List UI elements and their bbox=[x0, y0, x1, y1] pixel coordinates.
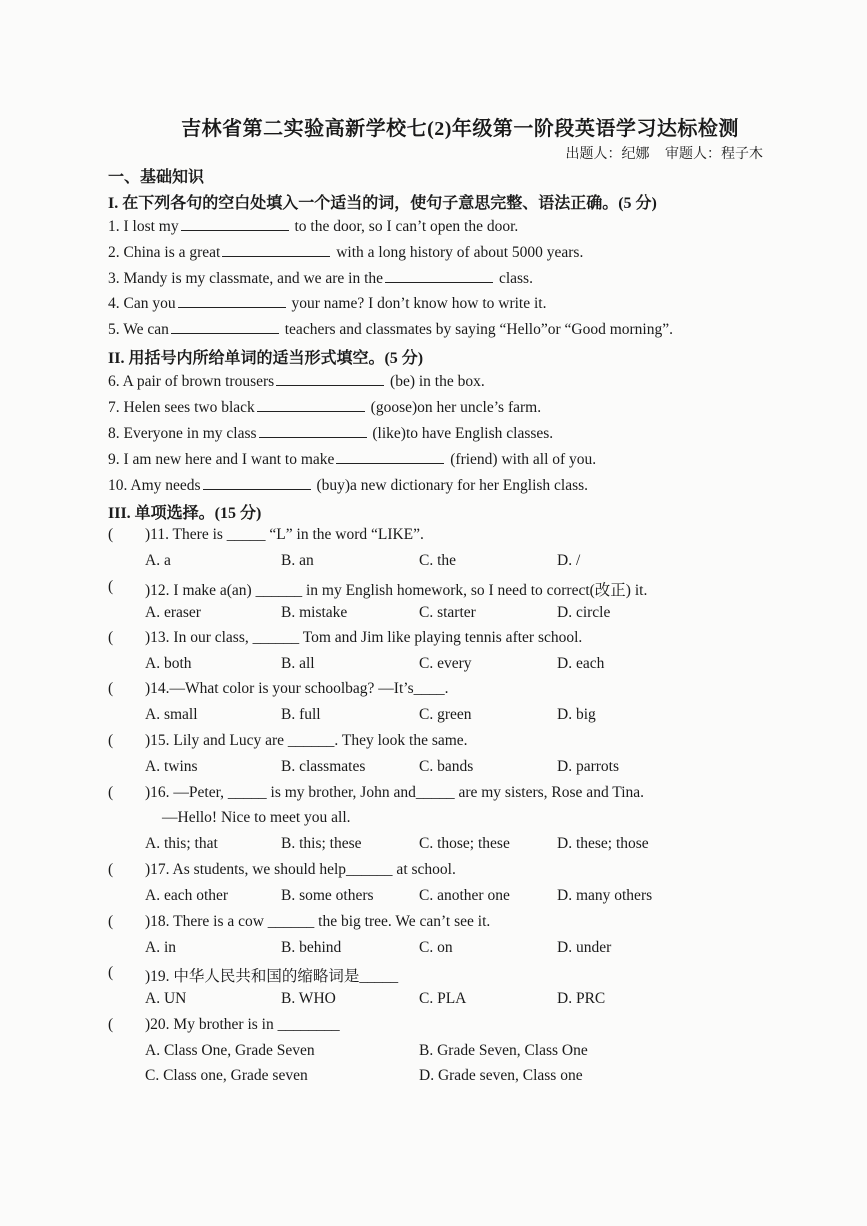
answer-paren[interactable]: ( bbox=[108, 1016, 114, 1033]
option-d[interactable]: D. big bbox=[557, 706, 596, 723]
option-d[interactable]: D. under bbox=[557, 939, 612, 956]
option-a[interactable]: A. eraser bbox=[145, 604, 201, 621]
option-d[interactable]: D. these; those bbox=[557, 835, 649, 852]
question-stem-continuation: —Hello! Nice to meet you all. bbox=[162, 809, 351, 826]
section-heading-2: II. 用括号内所给单词的适当形式填空。(5 分) bbox=[108, 350, 424, 367]
question-5: 5. We can teachers and classmates by saying “Hello”or “Good morning”. bbox=[108, 321, 673, 338]
question-stem: )16. —Peter, _____ is my brother, John and_____ are my sisters, Rose and Tina. bbox=[145, 784, 645, 801]
option-c[interactable]: C. those; these bbox=[419, 835, 510, 852]
question-stem: )15. Lily and Lucy are ______. They look the same. bbox=[145, 732, 468, 749]
question-stem: )18. There is a cow ______ the big tree. We can’t see it. bbox=[145, 913, 491, 930]
option-c[interactable]: C. the bbox=[419, 552, 457, 569]
answer-blank[interactable] bbox=[181, 216, 289, 231]
option-a[interactable]: A. both bbox=[145, 655, 192, 672]
option-d[interactable]: D. / bbox=[557, 552, 581, 569]
option-c[interactable]: C. another one bbox=[419, 887, 510, 904]
option-b[interactable]: B. this; these bbox=[281, 835, 362, 852]
option-a[interactable]: A. this; that bbox=[145, 835, 218, 852]
answer-paren[interactable]: ( bbox=[108, 578, 114, 595]
section-heading-3: III. 单项选择。(15 分) bbox=[108, 505, 262, 522]
option-b[interactable]: B. WHO bbox=[281, 990, 336, 1007]
option-c[interactable]: C. starter bbox=[419, 604, 476, 621]
question-stem: )11. There is _____ “L” in the word “LIKE”. bbox=[145, 526, 424, 543]
option-d[interactable]: D. parrots bbox=[557, 758, 619, 775]
option-b[interactable]: B. all bbox=[281, 655, 315, 672]
question-stem: )13. In our class, ______ Tom and Jim like playing tennis after school. bbox=[145, 629, 583, 646]
answer-paren[interactable]: ( bbox=[108, 861, 114, 878]
question-stem: )17. As students, we should help______ at school. bbox=[145, 861, 456, 878]
page-title: 吉林省第二实验高新学校七(2)年级第一阶段英语学习达标检测 bbox=[181, 118, 739, 140]
question-stem: )12. I make a(an) ______ in my English homework, so I need to correct(改正) it. bbox=[145, 582, 648, 599]
option-d[interactable]: D. each bbox=[557, 655, 605, 672]
option-a[interactable]: A. small bbox=[145, 706, 198, 723]
question-1: 1. I lost my to the door, so I can’t open the door. bbox=[108, 218, 519, 235]
question-9: 9. I am new here and I want to make (friend) with all of you. bbox=[108, 451, 597, 468]
answer-blank[interactable] bbox=[336, 449, 444, 464]
option-c[interactable]: C. every bbox=[419, 655, 472, 672]
answer-paren[interactable]: ( bbox=[108, 629, 114, 646]
answer-paren[interactable]: ( bbox=[108, 913, 114, 930]
option-c[interactable]: C. PLA bbox=[419, 990, 467, 1007]
option-a[interactable]: A. Class One, Grade Seven bbox=[145, 1042, 315, 1059]
option-b[interactable]: B. mistake bbox=[281, 604, 348, 621]
answer-paren[interactable]: ( bbox=[108, 732, 114, 749]
answer-blank[interactable] bbox=[385, 268, 493, 283]
question-stem: )20. My brother is in ________ bbox=[145, 1016, 340, 1033]
option-b[interactable]: B. Grade Seven, Class One bbox=[419, 1042, 588, 1059]
option-b[interactable]: B. full bbox=[281, 706, 321, 723]
question-10: 10. Amy needs (buy)a new dictionary for her English class. bbox=[108, 477, 589, 494]
question-8: 8. Everyone in my class (like)to have English classes. bbox=[108, 425, 554, 442]
option-c[interactable]: C. Class one, Grade seven bbox=[145, 1067, 308, 1084]
answer-blank[interactable] bbox=[203, 475, 311, 490]
question-stem: )14.—What color is your schoolbag? —It’s____. bbox=[145, 680, 449, 697]
question-2: 2. China is a great with a long history of about 5000 years. bbox=[108, 244, 584, 261]
answer-blank[interactable] bbox=[222, 242, 330, 257]
option-b[interactable]: B. an bbox=[281, 552, 314, 569]
reviewer-label: 审题人：程子木 bbox=[665, 147, 763, 162]
question-6: 6. A pair of brown trousers (be) in the box. bbox=[108, 373, 485, 390]
option-c[interactable]: C. bands bbox=[419, 758, 474, 775]
answer-paren[interactable]: ( bbox=[108, 526, 114, 543]
option-b[interactable]: B. classmates bbox=[281, 758, 366, 775]
question-4: 4. Can you your name? I don’t know how to write it. bbox=[108, 295, 547, 312]
option-c[interactable]: C. on bbox=[419, 939, 453, 956]
option-d[interactable]: D. PRC bbox=[557, 990, 606, 1007]
question-stem: )19. 中华人民共和国的缩略词是_____ bbox=[145, 968, 399, 985]
answer-blank[interactable] bbox=[259, 423, 367, 438]
setter-label: 出题人：纪娜 bbox=[565, 147, 650, 162]
answer-blank[interactable] bbox=[171, 319, 279, 334]
option-a[interactable]: A. twins bbox=[145, 758, 198, 775]
authors bbox=[554, 143, 764, 163]
option-a[interactable]: A. each other bbox=[145, 887, 229, 904]
answer-blank[interactable] bbox=[276, 371, 384, 386]
option-b[interactable]: B. some others bbox=[281, 887, 374, 904]
part-heading: 一、基础知识 bbox=[108, 169, 205, 186]
answer-paren[interactable]: ( bbox=[108, 964, 114, 981]
question-7: 7. Helen sees two black (goose)on her uncle’s farm. bbox=[108, 399, 542, 416]
section-heading-1: I. 在下列各句的空白处填入一个适当的词，使句子意思完整、语法正确。(5 分) bbox=[108, 195, 657, 212]
answer-paren[interactable]: ( bbox=[108, 784, 114, 801]
option-a[interactable]: A. in bbox=[145, 939, 176, 956]
option-b[interactable]: B. behind bbox=[281, 939, 342, 956]
answer-blank[interactable] bbox=[178, 293, 286, 308]
option-d[interactable]: D. Grade seven, Class one bbox=[419, 1067, 583, 1084]
option-d[interactable]: D. many others bbox=[557, 887, 653, 904]
option-c[interactable]: C. green bbox=[419, 706, 472, 723]
answer-paren[interactable]: ( bbox=[108, 680, 114, 697]
question-3: 3. Mandy is my classmate, and we are in the class. bbox=[108, 270, 533, 287]
answer-blank[interactable] bbox=[257, 397, 365, 412]
option-d[interactable]: D. circle bbox=[557, 604, 611, 621]
option-a[interactable]: A. UN bbox=[145, 990, 187, 1007]
option-a[interactable]: A. a bbox=[145, 552, 171, 569]
